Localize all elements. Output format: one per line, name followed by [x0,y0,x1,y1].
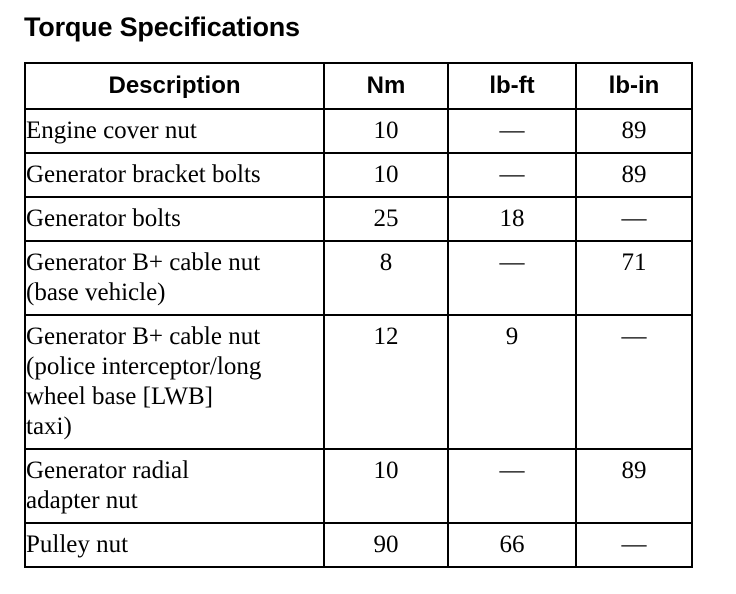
description-line: Generator B+ cable nut [26,323,261,350]
description-cell [25,449,324,523]
nm-cell: 10 [324,153,448,197]
nm-cell: 10 [324,449,448,523]
table-row [25,523,692,567]
description-line: Generator bracket bolts [26,161,261,188]
description-line: Generator bolts [26,205,181,232]
lb-ft-cell: 18 [448,197,576,241]
description-line: adapter nut [26,487,138,514]
lb-ft-cell: — [448,109,576,153]
table-row [25,197,692,241]
torque-spec-table [24,62,693,568]
description-line: taxi) [26,413,72,440]
description-cell [25,153,324,197]
lb-in-cell: 89 [576,109,692,153]
description-cell [25,523,324,567]
lb-in-cell: 89 [576,449,692,523]
header-nm: Nm [324,63,448,109]
lb-in-cell: — [576,315,692,449]
description-cell [25,315,324,449]
header-description: Description [25,63,324,109]
table-row [25,153,692,197]
description-line: wheel base [LWB] [26,383,213,410]
header-row [25,63,692,109]
lb-ft-cell: 66 [448,523,576,567]
lb-ft-cell: — [448,241,576,315]
lb-in-cell: — [576,523,692,567]
lb-ft-cell: — [448,449,576,523]
description-cell [25,109,324,153]
description-line: Engine cover nut [26,117,197,144]
lb-in-cell: 71 [576,241,692,315]
description-line: Generator radial [26,457,190,484]
description-cell [25,241,324,315]
table-row [25,449,692,523]
page-title: Torque Specifications [24,12,300,42]
table-row [25,315,692,449]
header-lb-ft: lb-ft [448,63,576,109]
nm-cell: 25 [324,197,448,241]
header-lb-in: lb-in [576,63,692,109]
nm-cell: 8 [324,241,448,315]
lb-in-cell: — [576,197,692,241]
description-cell [25,197,324,241]
nm-cell: 12 [324,315,448,449]
table-row [25,109,692,153]
description-line: Pulley nut [26,531,129,558]
description-line: (police interceptor/long [26,353,262,380]
lb-ft-cell: 9 [448,315,576,449]
lb-in-cell: 89 [576,153,692,197]
table-body [25,109,692,567]
nm-cell: 90 [324,523,448,567]
description-line: Generator B+ cable nut [26,249,261,276]
nm-cell: 10 [324,109,448,153]
description-line: (base vehicle) [26,279,166,306]
lb-ft-cell: — [448,153,576,197]
table-row [25,241,692,315]
